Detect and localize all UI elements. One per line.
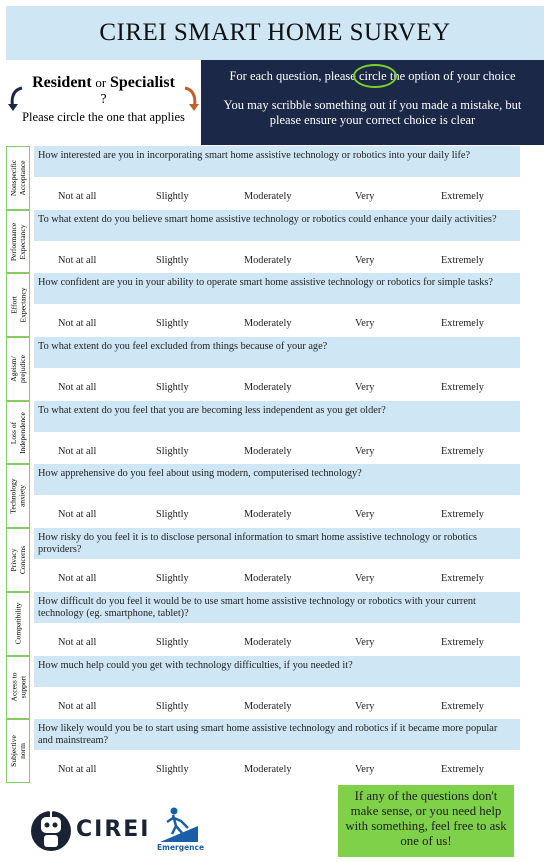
role-options bbox=[6, 74, 201, 92]
answer-option[interactable]: Slightly bbox=[156, 318, 189, 330]
answer-option[interactable]: Extremely bbox=[441, 382, 484, 394]
answer-options bbox=[34, 243, 520, 274]
answer-option[interactable]: Not at all bbox=[58, 573, 97, 585]
question-category bbox=[6, 210, 30, 274]
question-category-label: Subjective norm bbox=[9, 735, 28, 767]
answer-option[interactable]: Not at all bbox=[58, 509, 97, 521]
circle-word: circle bbox=[359, 69, 387, 84]
answer-option[interactable]: Extremely bbox=[441, 445, 484, 457]
answer-option[interactable]: Moderately bbox=[244, 318, 292, 330]
question-category-label: Performance Expectancy bbox=[9, 222, 28, 261]
question-text: How risky do you feel it is to disclose personal information to smart home assistive technology or robotics providers? bbox=[34, 528, 520, 559]
circle-ring-icon bbox=[353, 64, 397, 88]
question-category bbox=[6, 146, 30, 210]
curved-arrow-icon bbox=[183, 86, 199, 112]
curved-arrow-icon bbox=[8, 86, 24, 112]
answer-options bbox=[34, 625, 520, 656]
role-selector[interactable] bbox=[6, 64, 201, 140]
question-category-label: Loss of Independence bbox=[9, 411, 27, 454]
answer-option[interactable]: Moderately bbox=[244, 573, 292, 585]
question-category-label: Technology anxiety bbox=[9, 478, 27, 514]
question-category bbox=[6, 528, 30, 592]
answer-option[interactable]: Not at all bbox=[58, 382, 97, 394]
answer-options bbox=[34, 306, 520, 337]
question-category-label: Compatibility bbox=[13, 602, 23, 645]
answer-option[interactable]: Slightly bbox=[156, 445, 189, 457]
answer-option[interactable]: Moderately bbox=[244, 382, 292, 394]
answer-option[interactable]: Moderately bbox=[244, 254, 292, 266]
answer-option[interactable]: Slightly bbox=[156, 191, 189, 202]
question-text: How difficult do you feel it would be to use smart home assistive technology or robotics with your current technology (eg. smartphone, tablet)? bbox=[34, 592, 520, 623]
answer-option[interactable]: Moderately bbox=[244, 509, 292, 521]
answer-option[interactable]: Extremely bbox=[441, 636, 484, 648]
answer-option[interactable]: Moderately bbox=[244, 764, 292, 776]
answer-option[interactable]: Slightly bbox=[156, 509, 189, 521]
cirei-logo-text: CIREI bbox=[76, 817, 151, 842]
answer-option[interactable]: Not at all bbox=[58, 700, 97, 712]
question-block bbox=[6, 273, 516, 337]
instructions-panel bbox=[201, 60, 544, 145]
question-text: To what extent do you feel that you are becoming less independent as you get older? bbox=[34, 401, 520, 432]
answer-option[interactable]: Not at all bbox=[58, 764, 97, 776]
question-text: How likely would you be to start using smart home assistive technology and robotics if it became more popular and mainstream? bbox=[34, 719, 520, 750]
title-bar bbox=[6, 6, 544, 60]
role-instruction: Please circle the one that applies bbox=[22, 110, 185, 124]
answer-option[interactable]: Slightly bbox=[156, 573, 189, 585]
instruction-line-1: For each question, please circle the option of your choice bbox=[211, 69, 534, 84]
question-category-label: Nonspecific Acceptance bbox=[9, 159, 27, 196]
answer-option[interactable]: Very bbox=[355, 445, 375, 457]
robot-logo-icon bbox=[30, 805, 72, 857]
question-category bbox=[6, 719, 30, 783]
answer-option[interactable]: Extremely bbox=[441, 700, 484, 712]
answer-options bbox=[34, 497, 520, 528]
question-block bbox=[6, 210, 516, 274]
question-block bbox=[6, 401, 516, 465]
question-category bbox=[6, 592, 30, 656]
answer-option[interactable]: Slightly bbox=[156, 636, 189, 648]
question-category bbox=[6, 337, 30, 401]
answer-option[interactable]: Moderately bbox=[244, 636, 292, 648]
answer-option[interactable]: Extremely bbox=[441, 573, 484, 585]
answer-option[interactable]: Not at all bbox=[58, 445, 97, 457]
answer-options bbox=[34, 561, 520, 592]
answer-option[interactable]: Moderately bbox=[244, 700, 292, 712]
question-block bbox=[6, 337, 516, 401]
answer-option[interactable]: Very bbox=[355, 573, 375, 585]
question-category bbox=[6, 656, 30, 720]
question-text: How apprehensive do you feel about using modern, computerised technology? bbox=[34, 464, 520, 495]
emergence-logo-icon bbox=[158, 806, 200, 844]
question-block bbox=[6, 719, 516, 783]
role-resident[interactable]: Resident bbox=[32, 74, 92, 91]
answer-option[interactable]: Slightly bbox=[156, 700, 189, 712]
answer-option[interactable]: Slightly bbox=[156, 382, 189, 394]
question-text: How much help could you get with technology difficulties, if you needed it? bbox=[34, 656, 520, 687]
question-category bbox=[6, 273, 30, 337]
answer-option[interactable]: Very bbox=[355, 191, 375, 202]
answer-option[interactable]: Extremely bbox=[441, 191, 484, 202]
answer-option[interactable]: Very bbox=[355, 636, 375, 648]
answer-options bbox=[34, 689, 520, 720]
answer-options bbox=[34, 370, 520, 401]
answer-options bbox=[34, 179, 520, 210]
emergence-logo-text: Emergence bbox=[157, 843, 205, 852]
role-question-mark: ? bbox=[100, 92, 107, 107]
question-category bbox=[6, 401, 30, 465]
answer-option[interactable]: Not at all bbox=[58, 636, 97, 648]
answer-option[interactable]: Extremely bbox=[441, 254, 484, 266]
answer-options bbox=[34, 434, 520, 465]
question-text: To what extent do you feel excluded from things because of your age? bbox=[34, 337, 520, 368]
question-block bbox=[6, 656, 516, 720]
answer-option[interactable]: Extremely bbox=[441, 764, 484, 776]
help-callout: If any of the questions don't make sense, or you need help with something, feel free to ask one of us! bbox=[338, 785, 514, 857]
question-category-label: Access to support bbox=[9, 672, 28, 702]
question-category-label: Privacy Concerns bbox=[9, 545, 28, 575]
question-text: How confident are you in your ability to operate smart home assistive technology or robotics for simple tasks? bbox=[34, 273, 520, 304]
question-text: To what extent do you believe smart home assistive technology or robotics could enhance your daily activities? bbox=[34, 210, 520, 241]
question-block bbox=[6, 528, 516, 592]
page-title: CIREI SMART HOME SURVEY bbox=[99, 19, 451, 46]
question-block bbox=[6, 464, 516, 528]
answer-option[interactable]: Slightly bbox=[156, 254, 189, 266]
answer-option[interactable]: Not at all bbox=[58, 191, 97, 202]
answer-option[interactable]: Moderately bbox=[244, 191, 292, 202]
question-list bbox=[6, 146, 516, 783]
question-category-label: Ageism/ prejudice bbox=[9, 354, 27, 383]
role-specialist[interactable]: Specialist bbox=[110, 74, 175, 91]
question-category bbox=[6, 464, 30, 528]
answer-option[interactable]: Extremely bbox=[441, 318, 484, 330]
question-category-label: Effort Expectancy bbox=[9, 287, 28, 323]
answer-option[interactable]: Extremely bbox=[441, 509, 484, 521]
answer-option[interactable]: Very bbox=[355, 318, 375, 330]
question-block bbox=[6, 146, 516, 210]
instruction-line-2: You may scribble something out if you made a mistake, but please ensure your correct choice is clear bbox=[223, 98, 522, 127]
answer-option[interactable]: Not at all bbox=[58, 254, 97, 266]
answer-option[interactable]: Slightly bbox=[156, 764, 189, 776]
question-text: How interested are you in incorporating smart home assistive technology or robotics into your daily life? bbox=[34, 146, 520, 177]
answer-option[interactable]: Very bbox=[355, 764, 375, 776]
answer-option[interactable]: Moderately bbox=[244, 445, 292, 457]
answer-options bbox=[34, 752, 520, 783]
answer-option[interactable]: Very bbox=[355, 254, 375, 266]
question-block bbox=[6, 592, 516, 656]
answer-option[interactable]: Very bbox=[355, 700, 375, 712]
answer-option[interactable]: Very bbox=[355, 382, 375, 394]
answer-option[interactable]: Not at all bbox=[58, 318, 97, 330]
role-or: or bbox=[95, 75, 107, 90]
answer-option[interactable]: Very bbox=[355, 509, 375, 521]
